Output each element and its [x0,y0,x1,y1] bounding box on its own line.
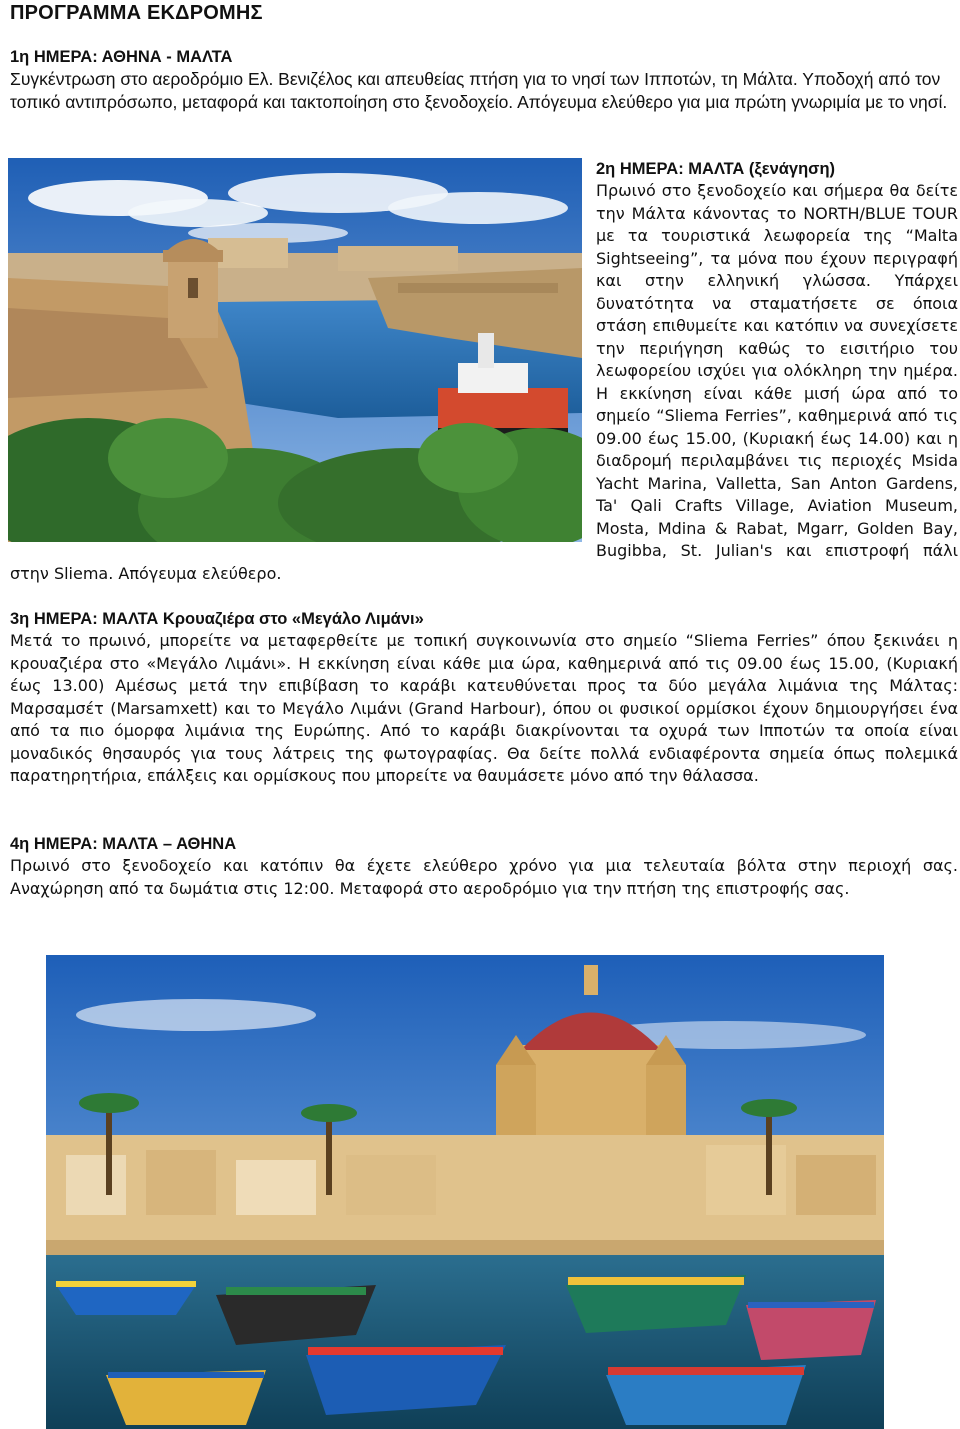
day-3-heading: 3η ΗΜΕΡΑ: ΜΑΛΤΑ Κρουαζιέρα στο «Μεγάλο Λιμάνι» [10,610,424,628]
valletta-harbour-photo [8,158,582,542]
valletta-harbour-illustration [8,158,582,542]
day-4-section [10,833,958,900]
day-2-heading: 2η ΗΜΕΡΑ: ΜΑΛΤΑ (ξενάγηση) [596,160,836,178]
marsaxlokk-harbour-photo [46,955,884,1429]
day-3-text: Μετά το πρωινό, μπορείτε να μεταφερθείτε με τοπική συγκοινωνία στο σημείο “Sliema Ferries” όπου ξεκινάει η κρουαζιέρα στο «Μεγάλο Λιμάνι». Η εκκίνηση είναι κάθε μια ώρα, καθημερινά από τις 09.00 έως 15.00, (Κυριακή έως 13.00) Αμέσως μετά την επιβίβαση το καράβι κατευθύνεται προς τα δύο μεγάλα λιμάνια της Μάλτας: Μαρσαμσέτ (Marsamxett) και το Μεγάλο Λιμάνι (Grand Harbour), όπου οι φυσικοί ορμίσκοι έχουν δημιουργήσει ένα από τα πιο όμορφα λιμάνια της Ευρώπης. Από το καράβι διακρίνονται τα οχυρά των Ιπποτών τα οποία είναι μοναδικός θησαυρός για τους λάτρεις της φωτογραφίας. Θα δείτε πολλά ενδιαφέροντα σημεία όπως πολεμικά παρατηρητήρια, επάλξεις και ορμίσκους που μπορείτε να θαυμάσετε μόνο από την θάλασσα. [10,631,959,785]
document-title: ΠΡΟΓΡΑΜΜΑ ΕΚΔΡΟΜΗΣ [10,2,263,24]
day-4-heading: 4η ΗΜΕΡΑ: ΜΑΛΤΑ – ΑΘΗΝΑ [10,835,237,853]
day-2-text: Πρωινό στο ξενοδοχείο και σήμερα θα δείτε την Μάλτα κάνοντας το NORTH/BLUE TOUR με τα τουριστικά λεωφορεία της “Malta Sightseeing”, τα μόνα που έχουν περιγραφή και στην ελληνική γλώσσα. Υπάρχει δυνατότητα να σταματήσετε σε όποια στάση επιθυμείτε και κατόπιν να συνεχίσετε την περιήγηση καθώς το εισιτήριο του λεωφορείου ισχύει για ολόκληρη την ημέρα. Η εκκίνηση είναι κάθε μισή ώρα από το σημείο “Sliema Ferries”, καθημερινά από τις 09.00 έως 15.00, (Κυριακή έως 14.00) και η διαδρομή περιλαμβάνει τις περιοχές Msida Yacht Marina, Valletta, San Anton Gardens, Ta' Qali Crafts Village, Aviation Museum, Mosta, Mdina & Rabat, Mgarr, Golden Bay, Bugibba, St. Julian's και επιστροφή πάλι στην Sliema. Απόγευμα ελεύθερο. [10,181,958,583]
day-2-section [10,158,958,585]
day-1-text: Συγκέντρωση στο αεροδρόμιο Ελ. Βενιζέλος και απευθείας πτήση για το νησί των Ιπποτών, τη Μάλτα. Υποδοχή από τον τοπικό αντιπρόσωπο, μεταφορά και τακτοποίηση στο ξενοδοχείο. Απόγευμα ελεύθερο για μια πρώτη γνωριμία με το νησί. [10,69,948,112]
day-4-text: Πρωινό στο ξενοδοχείο και κατόπιν θα έχετε ελεύθερο χρόνο για μια τελευταία βόλτα στην περιοχή σας. Αναχώρηση από τα δωμάτια στις 12:00. Μεταφορά στο αεροδρόμιο για την πτήση της επιστροφής σας. [10,856,958,898]
day-1-heading: 1η ΗΜΕΡΑ: ΑΘΗΝΑ - ΜΑΛΤΑ [10,48,233,66]
day-3-section [10,608,958,788]
marsaxlokk-harbour-illustration [46,955,884,1429]
day-1-section [10,46,950,113]
